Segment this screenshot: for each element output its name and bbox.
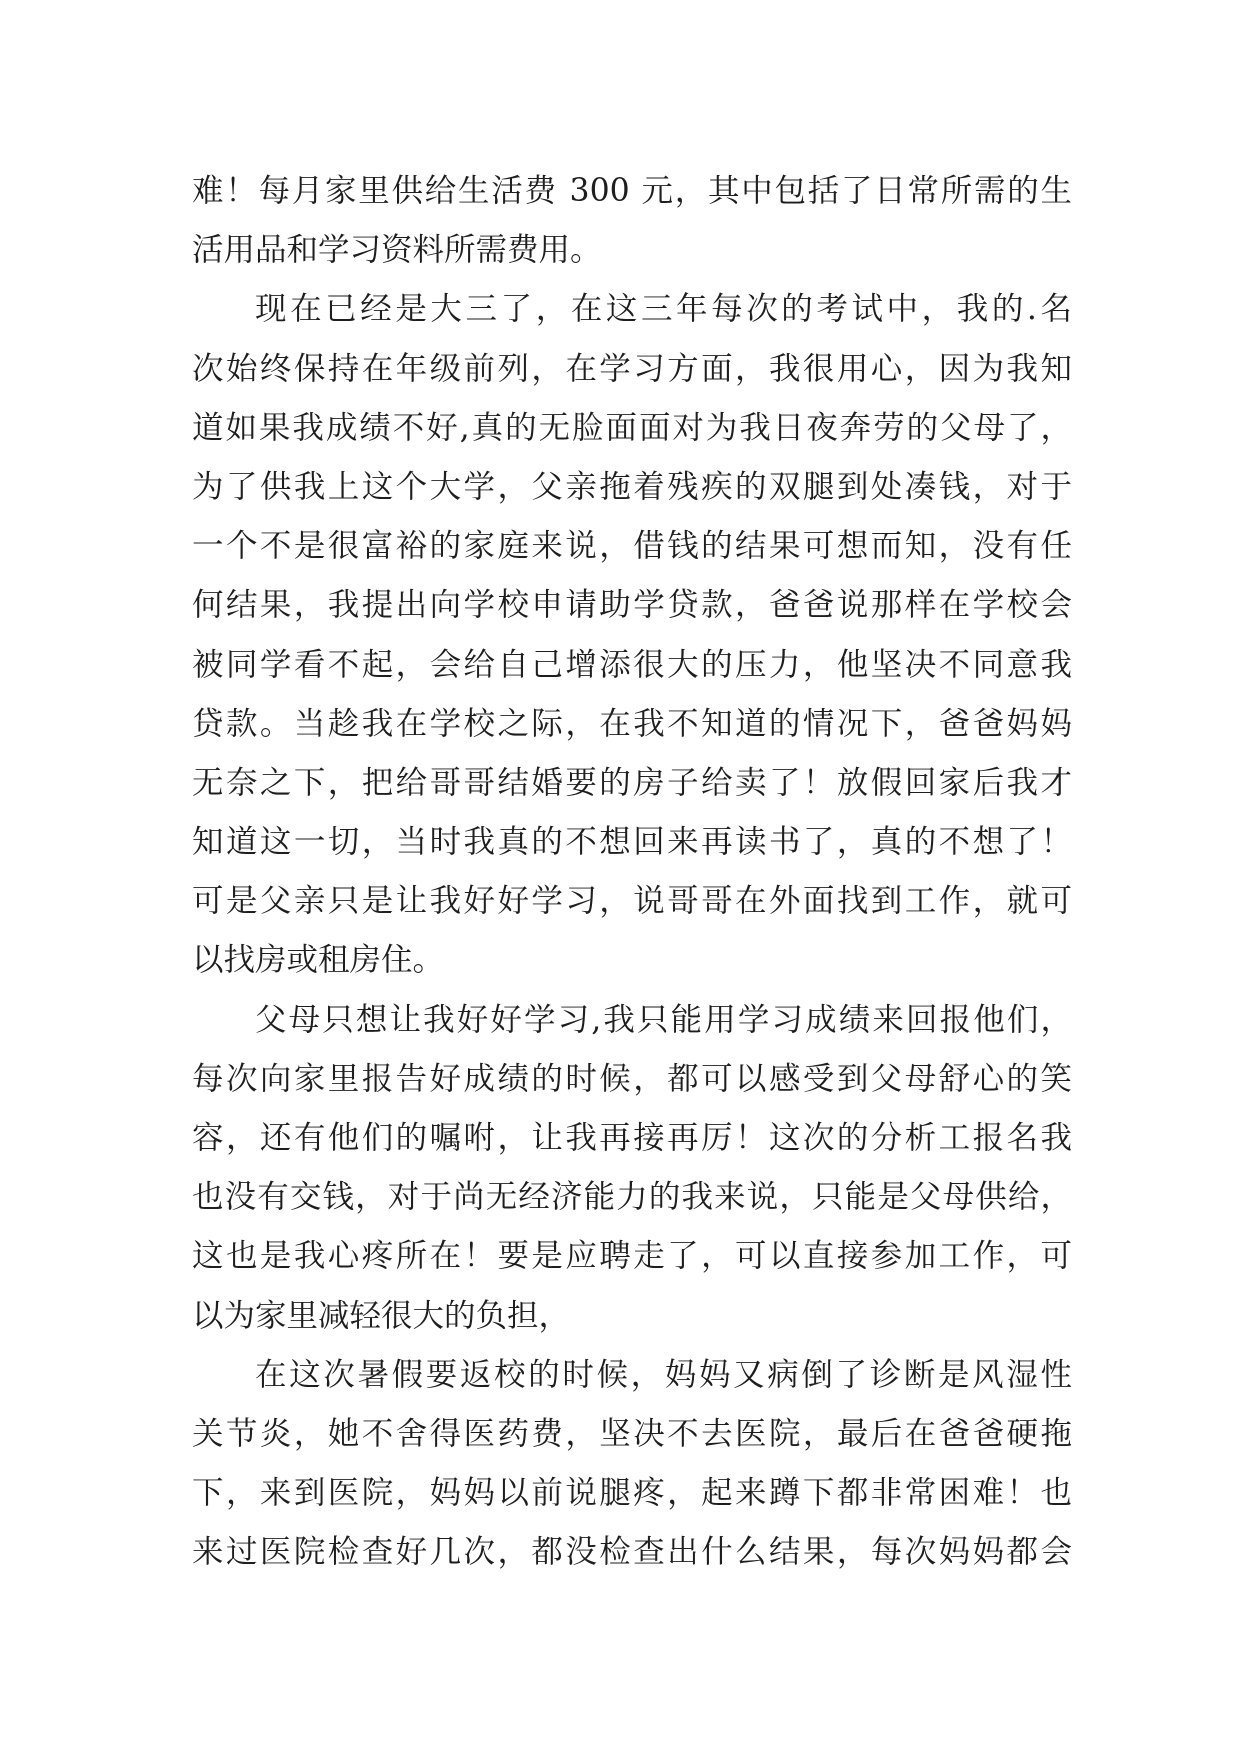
text-line: 难！每月家里供给生活费 300 元，其中包括了日常所需的生 <box>192 173 1072 209</box>
text-line: 在这次暑假要返校的时候，妈妈又病倒了诊断是风湿性 <box>255 1356 1072 1393</box>
text-line: 现在已经是大三了，在这三年每次的考试中，我的.名 <box>255 291 1072 328</box>
text-line: 以找房或租房住。 <box>192 942 445 979</box>
text-line: 活用品和学习资料所需费用。 <box>192 232 602 269</box>
text-line: 何结果，我提出向学校申请助学贷款，爸爸说那样在学校会 <box>192 587 1072 624</box>
text-line: 这也是我心疼所在！要是应聘走了，可以直接参加工作，可 <box>192 1238 1072 1275</box>
text-line: 贷款。当趁我在学校之际，在我不知道的情况下，爸爸妈妈 <box>192 705 1072 742</box>
text-line: 关节炎，她不舍得医药费，坚决不去医院，最后在爸爸硬拖 <box>192 1415 1072 1452</box>
text-line: 知道这一切，当时我真的不想回来再读书了，真的不想了！ <box>192 824 1072 861</box>
text-line: 以为家里减轻很大的负担， <box>192 1297 571 1334</box>
text-line: 为了供我上这个大学，父亲拖着残疾的双腿到处凑钱，对于 <box>192 468 1072 505</box>
text-line: 也没有交钱，对于尚无经济能力的我来说，只能是父母供给， <box>192 1179 1072 1216</box>
text-line: 来过医院检查好几次，都没检查出什么结果，每次妈妈都会 <box>192 1534 1072 1571</box>
text-line: 父母只想让我好好学习,我只能用学习成绩来回报他们， <box>255 1001 1072 1038</box>
text-line: 次始终保持在年级前列，在学习方面，我很用心，因为我知 <box>192 350 1072 387</box>
text-line: 每次向家里报告好成绩的时候，都可以感受到父母舒心的笑 <box>192 1060 1072 1097</box>
text-line: 一个不是很富裕的家庭来说，借钱的结果可想而知，没有任 <box>192 528 1072 565</box>
text-line: 无奈之下，把给哥哥结婚要的房子给卖了！放假回家后我才 <box>192 764 1072 801</box>
document-body <box>192 162 1072 1583</box>
text-line: 容，还有他们的嘱咐，让我再接再厉！这次的分析工报名我 <box>192 1120 1072 1156</box>
text-line: 可是父亲只是让我好好学习，说哥哥在外面找到工作，就可 <box>192 883 1072 920</box>
text-line: 道如果我成绩不好,真的无脸面面对为我日夜奔劳的父母了， <box>192 409 1072 446</box>
text-line: 下，来到医院，妈妈以前说腿疼，起来蹲下都非常困难！也 <box>192 1475 1072 1512</box>
text-line: 被同学看不起，会给自己增添很大的压力，他坚决不同意我 <box>192 646 1072 683</box>
